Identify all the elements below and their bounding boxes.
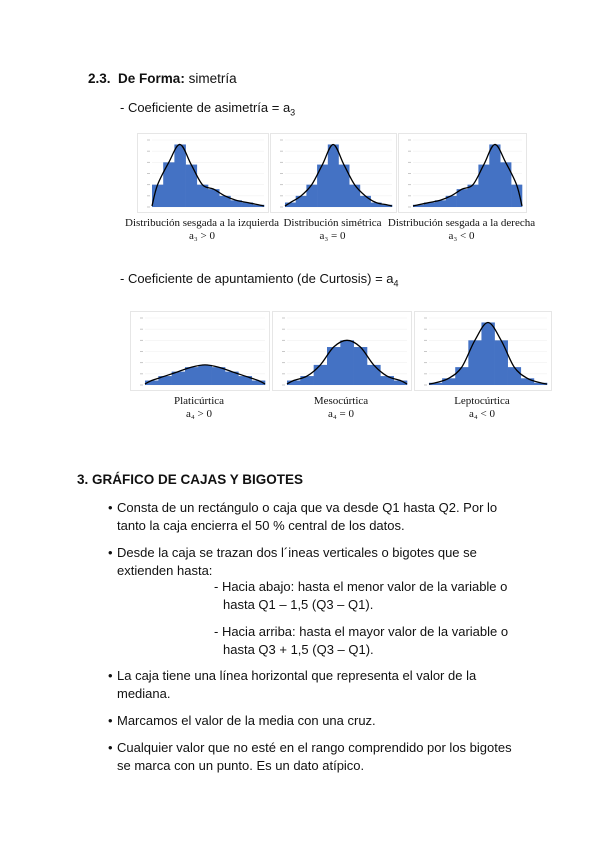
sub-item-text-line: hasta Q1 – 1,5 (Q3 – Q1).: [223, 597, 374, 612]
caption-title: Distribución simétrica: [283, 217, 382, 229]
sub-item-text-line: hasta Q3 + 1,5 (Q3 – Q1).: [223, 642, 374, 657]
bullet-text-line: mediana.: [117, 686, 171, 701]
histogram-bar: [186, 165, 198, 207]
section-heading-3: 3. GRÁFICO DE CAJAS Y BIGOTES: [77, 472, 304, 487]
kurtosis-subscript: 4: [393, 278, 399, 289]
histogram-bar: [198, 365, 212, 385]
bullet-icon: •: [108, 545, 113, 560]
section-title-rest: simetría: [188, 71, 237, 86]
caption-title: Distribución sesgada a la izquierda: [125, 217, 279, 229]
bullet-text-line: extienden hasta:: [117, 563, 213, 578]
histogram-bar: [481, 322, 494, 385]
histogram-bar: [174, 144, 186, 207]
bullet-text-line: Desde la caja se trazan dos l´ineas verticales o bigotes que se: [117, 545, 477, 560]
histogram-bar: [339, 165, 350, 207]
histogram-bar: [349, 185, 360, 207]
sub-item-lower-whisker: [214, 578, 534, 614]
asymmetry-chart-3: [398, 133, 527, 213]
histogram-bar: [455, 367, 468, 385]
kurtosis-histogram-svg: [273, 312, 411, 390]
asymmetry-histogram-svg: [271, 134, 396, 212]
bullet-item-mean-cross: [108, 712, 537, 730]
bullet-text-line: Consta de un rectángulo o caja que va desde Q1 hasta Q2. Por lo: [117, 500, 498, 515]
histogram-bar: [468, 340, 481, 385]
caption-title: Distribución sesgada a la derecha: [387, 217, 536, 229]
kurtosis-chart-2: [272, 311, 412, 391]
caption-condition: a₃ < 0: [448, 230, 475, 242]
asymmetry-label: - Coeficiente de asimetría = a: [120, 100, 291, 115]
histogram-bar: [495, 340, 508, 385]
caption-title: Mesocúrtica: [313, 395, 369, 407]
caption-condition: a₄ < 0: [469, 408, 495, 420]
histogram-bar: [468, 185, 479, 207]
asymmetry-subscript: 3: [290, 107, 296, 118]
histogram-bar: [442, 378, 455, 385]
bullet-item-median: [108, 667, 537, 703]
kurtosis-label: - Coeficiente de apuntamiento (de Curtosis) = a: [120, 271, 394, 286]
histogram-bar: [212, 367, 226, 385]
bullet-item-box-definition: [108, 499, 537, 535]
histogram-bar: [511, 185, 522, 207]
bullet-text-line: tanto la caja encierra el 50 % central de los datos.: [117, 518, 405, 533]
asymmetry-histogram-svg: [138, 134, 268, 212]
histogram-bar: [367, 365, 381, 385]
histogram-bar: [314, 365, 328, 385]
histogram-bar: [197, 185, 209, 207]
kurtosis-histogram-svg: [131, 312, 269, 390]
sub-item-text-line: - Hacia arriba: hasta el mayor valor de la variable o: [214, 624, 509, 639]
bullet-icon: •: [108, 713, 113, 728]
histogram-bar: [296, 196, 307, 207]
section-heading-2-3: [88, 71, 237, 86]
bullet-icon: •: [108, 500, 113, 515]
bullet-item-outliers: [108, 739, 547, 775]
asymmetry-histogram-svg: [399, 134, 526, 212]
histogram-bar: [508, 367, 521, 385]
histogram-bar: [328, 144, 339, 207]
asymmetry-chart-2: [270, 133, 397, 213]
asymmetry-chart-1: [137, 133, 269, 213]
histogram-bar: [306, 185, 317, 207]
histogram-bar: [380, 376, 394, 385]
kurtosis-chart-3: [414, 311, 552, 391]
caption-title: Leptocúrtica: [454, 395, 510, 407]
caption-condition: a₃ = 0: [319, 230, 346, 242]
sub-item-text-line: - Hacia abajo: hasta el menor valor de la variable o: [214, 579, 508, 594]
kurtosis-coefficient-line: [120, 271, 399, 289]
histogram-bar: [489, 144, 500, 207]
kurtosis-caption: [394, 395, 570, 420]
bullet-icon: •: [108, 740, 113, 755]
histogram-bar: [340, 340, 354, 385]
bullet-text-line: Cualquier valor que no esté en el rango comprendido por los bigotes: [117, 740, 512, 755]
bullet-item-whiskers: [108, 544, 537, 580]
asymmetry-caption: [378, 217, 545, 242]
bullet-text-line: La caja tiene una línea horizontal que representa el valor de la: [117, 668, 477, 683]
kurtosis-histogram-svg: [415, 312, 551, 390]
asymmetry-coefficient-line: [120, 100, 295, 118]
sub-item-upper-whisker: [214, 623, 534, 659]
histogram-bar: [185, 367, 199, 385]
section-title-bold: De Forma:: [118, 71, 185, 86]
kurtosis-chart-1: [130, 311, 270, 391]
histogram-bar: [360, 196, 371, 207]
bullet-text-line: Marcamos el valor de la media con una cruz.: [117, 713, 376, 728]
caption-title: Platicúrtica: [173, 395, 225, 407]
caption-condition: a₄ > 0: [186, 408, 212, 420]
caption-condition: a₄ = 0: [328, 408, 354, 420]
bullet-text-line: se marca con un punto. Es un dato atípico.: [117, 758, 365, 773]
section-number: 2.3.: [88, 71, 111, 86]
caption-condition: a₃ > 0: [189, 230, 215, 242]
histogram-bar: [521, 378, 534, 385]
bullet-icon: •: [108, 668, 113, 683]
